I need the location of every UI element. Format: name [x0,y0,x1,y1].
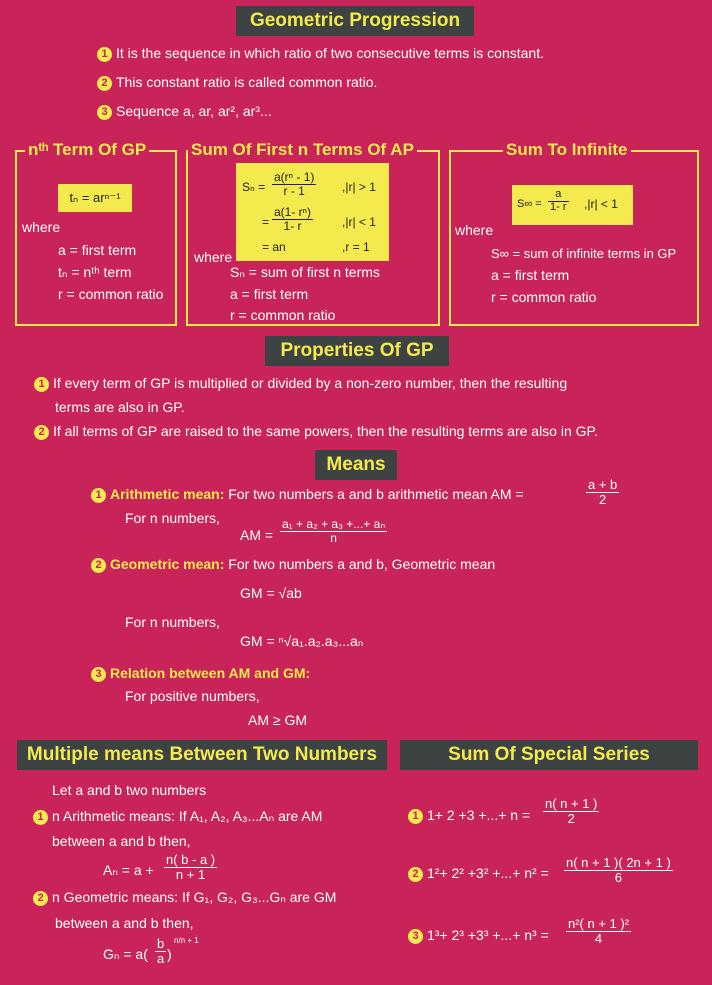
series-2-den: 6 [614,869,622,885]
for-n-2: For n numbers, [125,614,220,630]
am-line: 1 Arithmetic mean: For two numbers a and b arithmetic mean AM = [91,486,524,503]
multiple-gm-num: b [157,936,165,951]
sum-inf-def-1: S∞ = sum of infinite terms in GP [491,246,677,261]
nth-term-def-2: tₙ = nᵗʰ term [58,264,132,280]
nth-term-title: nᵗʰ Term Of GP [25,140,149,160]
sum-inf-where: where [455,222,494,238]
sum-n-f2-num: a(1- rⁿ) [274,205,312,219]
means-title: Means [315,450,397,480]
series-3: 3 1³+ 2³ +3³ +...+ n³ = [408,927,549,944]
multiple-title: Multiple means Between Two Numbers [17,740,387,770]
sum-inf-cond: ,|r| < 1 [584,197,618,211]
intro-item-2: 2 This constant ratio is called common ratio. [97,74,377,91]
multiple-gm-rhs: ) [167,946,172,962]
multiple-gm-den: a [157,950,165,966]
property-1: 1 If every term of GP is multiplied or divided by a non-zero number, then the resulting [34,375,567,392]
multiple-am-lhs: Aₙ = a + [103,862,154,878]
sum-n-def-1: Sₙ = sum of first n terms [230,264,380,280]
multiple-between-1: between a and b then, [52,833,191,849]
multiple-gm-line: 2 n Geometric means: If G₁, G₂, G₃...Gₙ are GM [33,889,336,906]
intro-item-1: 1 It is the sequence in which ratio of two consecutive terms is constant. [97,45,544,62]
series-1-den: 2 [567,810,575,826]
sum-n-lhs: Sₙ = [242,180,266,194]
series-2: 2 1²+ 2² +3² +...+ n² = [408,865,549,882]
relation-text: For positive numbers, [125,688,260,704]
sum-n-f2-cond: ,|r| < 1 [342,215,376,229]
sum-n-f1-num: a(rⁿ - 1) [274,170,315,184]
sum-inf-den: 1- r [550,200,567,213]
gm-line: 2 Geometric mean: For two numbers a and b, Geometric mean [91,556,495,573]
nth-term-where: where [22,219,61,235]
nth-term-def-1: a = first term [58,242,137,258]
series-1-num: n( n + 1 ) [545,796,598,811]
multiple-intro: Let a and b two numbers [52,782,207,798]
number-badge: 2 [97,76,112,91]
am-n-den: n [330,530,337,545]
sum-inf-def-3: r = common ratio [491,289,597,305]
multiple-am-num: n( b - a ) [166,852,216,867]
intro-item-3: 3 Sequence a, ar, ar², ar³... [97,103,272,120]
multiple-gm-exp: n/n + 1 [174,936,199,945]
series-3-den: 4 [594,930,603,946]
sum-inf-lhs: S∞ = [517,198,542,210]
sum-n-def-2: a = first term [230,286,309,302]
sum-n-formula-box [236,163,389,261]
number-badge: 3 [97,105,112,120]
property-1-cont: terms are also in GP. [55,399,185,415]
sum-n-f3: = an [262,240,286,254]
sum-n-f3-cond: ,r = 1 [342,240,370,254]
property-2: 2 If all terms of GP are raised to the same powers, then the resulting terms are also in GP. [34,423,598,440]
number-badge: 1 [97,47,112,62]
am-num: a + b [588,477,618,492]
gm-n-formula: GM = ⁿ√a₁.a₂.a₃...aₙ [240,633,364,649]
series-3-num: n²( n + 1 )² [568,916,630,931]
sum-inf-def-2: a = first term [491,267,570,283]
am-den: 2 [599,491,607,507]
sum-inf-formula-box [512,185,633,225]
nth-term-formula-box [58,184,132,212]
sum-n-f1-cond: ,|r| > 1 [342,180,376,194]
multiple-am-den: n + 1 [175,866,206,882]
multiple-am-line: 1 n Arithmetic means: If A₁, A₂, A₃...Aₙ are AM [33,808,322,825]
sum-n-eq: = [262,215,270,229]
for-n-1: For n numbers, [125,510,220,526]
series-1: 1 1+ 2 +3 +...+ n = [408,807,530,824]
nth-term-formula: tₙ = arⁿ⁻¹ [69,190,121,205]
sum-n-f1-den: r - 1 [283,183,305,198]
sum-inf-num: a [548,189,569,202]
sum-n-where: where [194,249,233,265]
multiple-gm-lhs: Gₙ = a( [103,946,148,962]
special-title: Sum Of Special Series [400,740,698,770]
relation-line: 3 Relation between AM and GM: [91,665,310,682]
sum-n-def-3: r = common ratio [230,307,336,323]
multiple-between-2: between a and b then, [55,915,194,931]
gm-formula: GM = √ab [240,585,302,601]
sum-n-f2-den: 1- r [283,218,302,233]
am-n-num: a₁ + a₂ + a₃ +...+ aₙ [282,517,386,531]
series-2-num: n( n + 1 )( 2n + 1 ) [566,855,671,870]
sum-inf-title: Sum To Infinite [503,140,631,160]
page-title: Geometric Progression [236,6,474,36]
am-n-lhs: AM = [240,527,274,543]
properties-title: Properties Of GP [265,336,449,366]
relation-formula: AM ≥ GM [248,712,308,728]
sum-n-title: Sum Of First n Terms Of AP [188,140,417,160]
nth-term-def-3: r = common ratio [58,286,164,302]
